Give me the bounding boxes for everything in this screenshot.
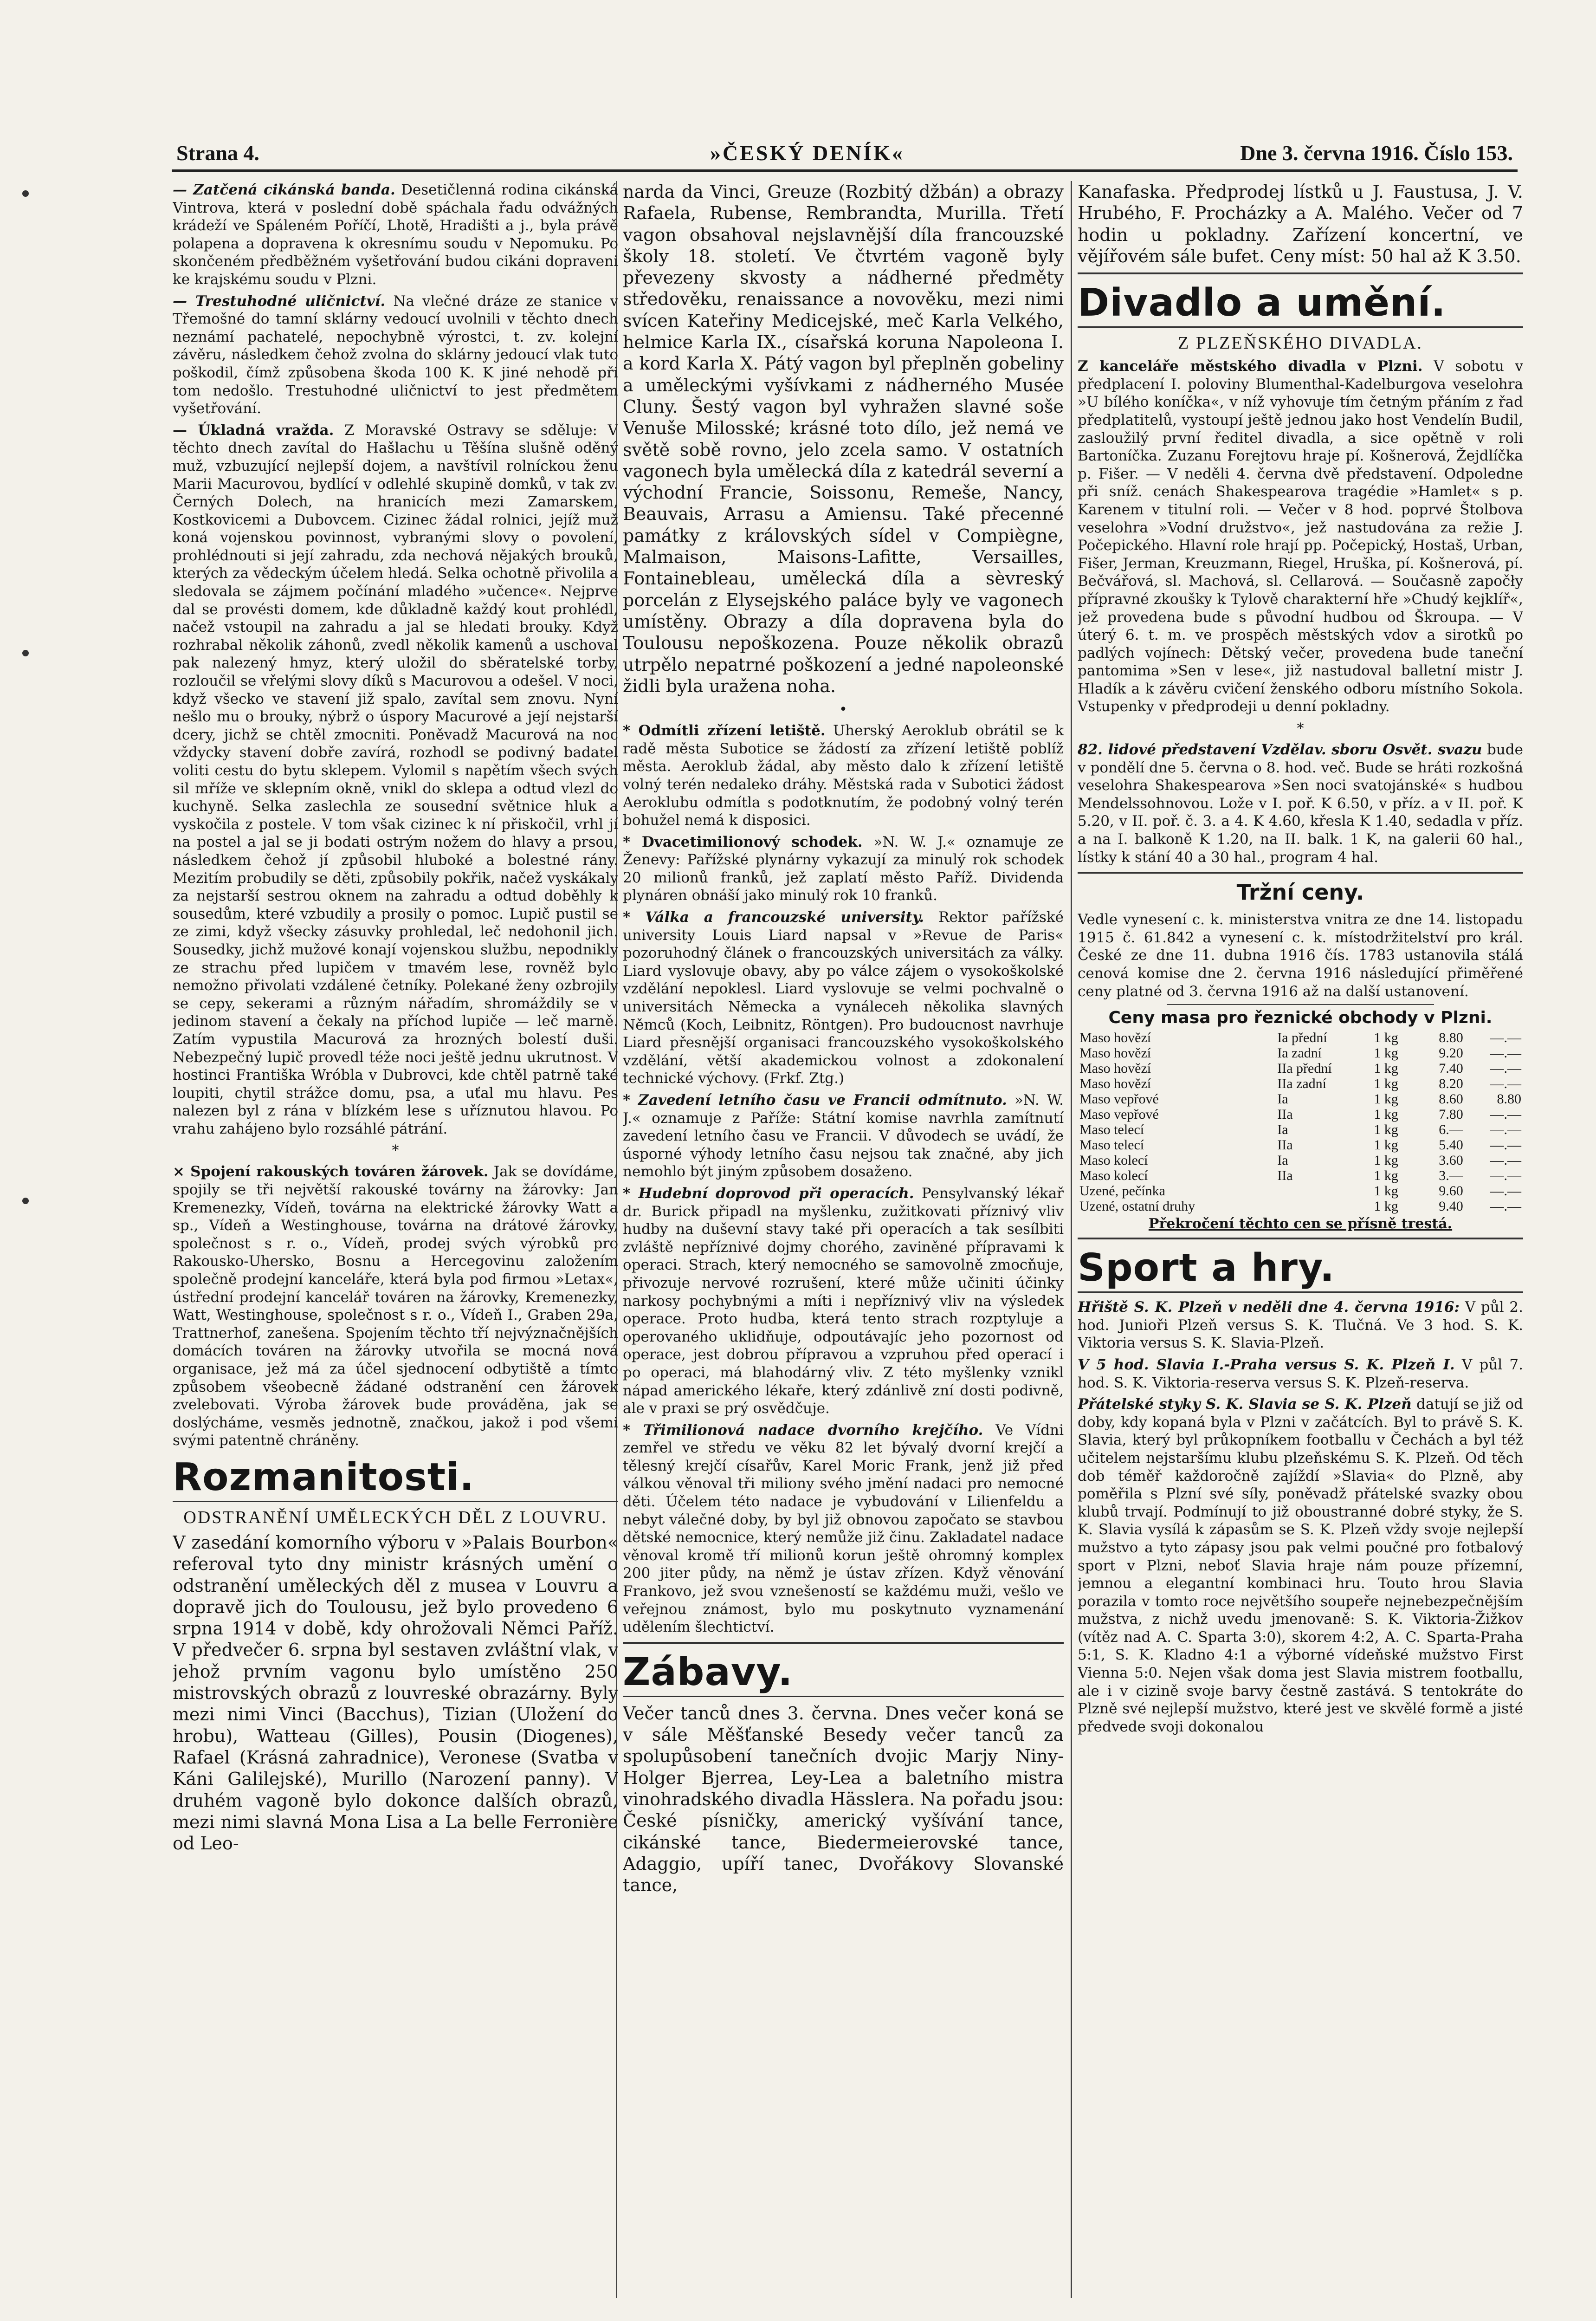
section-rule [623, 1642, 1064, 1644]
price-cell-p2: —.— [1490, 1168, 1521, 1184]
article-letni-cas: * Zavedení letního času ve Francii odmítnuto. »N. W. J.« oznamuje z Paříže: Státní komise navrhla zamítnutí zavedení letního času ve Francii. V důvodech se uvádí, že úsporné výhody letního času nejsou tak značné, aby jich nemohlo být jiným způsobem dosaženo. [623, 1092, 1064, 1180]
price-cell-cls: IIa přední [1277, 1061, 1332, 1076]
price-row [1078, 1153, 1523, 1168]
price-cell-unit: 1 kg [1374, 1122, 1398, 1138]
issue-date: Dne 3. června 1916. Číslo 153. [1240, 141, 1513, 165]
price-cell-p1: 9.20 [1439, 1045, 1463, 1061]
price-cell-unit: 1 kg [1374, 1030, 1398, 1046]
price-row [1078, 1091, 1523, 1107]
price-cell-p1: 7.40 [1439, 1061, 1463, 1076]
price-row [1078, 1030, 1523, 1045]
price-cell-unit: 1 kg [1374, 1107, 1398, 1122]
article-headline-divadlo: Z PLZEŇSKÉHO DIVADLA. [1178, 333, 1423, 353]
separator-star: * [392, 1142, 399, 1159]
price-cell-item: Maso hovězí [1079, 1076, 1151, 1092]
price-cell-unit: 1 kg [1374, 1168, 1398, 1184]
price-cell-p2: —.— [1490, 1153, 1521, 1168]
column-2 [623, 181, 1064, 2298]
separator-star: * [1297, 720, 1304, 737]
price-cell-p2: —.— [1490, 1045, 1521, 1061]
article-ukladna-vrazda: — Úkladná vražda. Z Moravské Ostravy se sděluje: V těchto dnech zavítal do Hašlachu u Těšína slušně oděný muž, vzbuzující nejlepší dojem, a navštívil rolníckou ženu Marii Macurovou, bydlící v odlehlé skupině domků, v tak zv. Černých Dolech, na hranicích mezi Zamarskem, Kostkovicemi a Dubovcem. Cizinec žádal rolnici, jejíž muž koná vojenskou povinnost, vybranými slovy o povolení, prohlédnouti si její zahradu, zda nechová nějakých brouků, kterých za vědeckým účelem hledá. Selka ochotně přivolila a sledovala se zájmem počínání mladého »učence«. Nejprve dal se provésti domem, kde důkladně každý kout prohlédl, načež vstoupil na zahradu a jal se hledati brouky. Když rozhrabal několik záhonů, zvedl několik kamenů a uschoval pak nalezený hmyz, který uložil do sběratelské torby, rozloučil se vřelými slovy díků s Macurovou a odešel. V noci, když všecko ve stavení již spalo, zavítal sem znovu. Nyní nešlo mu o brouky, nýbrž o úspory Macurové a její nejstarší dcery, jichž se chtěl zmocniti. Poněvadž Macurová na noc vždycky stavení dobře zavírá, rozhodl se podivný badatel voliti cestu do bytu sklepem. Vylomil s napětím všech svých sil mříže ve sklepním okně, vnikl do sklepa a odtud vlezl do kuchyně. Selka zaslechla ze sousední světnice hluk a vyskočila z postele. V tom však cizinec k ní přiskočil, vrhl jí na postel a jal se ji bodati ostrým nožem do hlavy a prsou, následkem čehož jí způsobil hluboké a bolestné rány. Mezitím probudily se děti, způsobily pokřik, načež vyskákaly za nejstarší sestrou oknem na zahradu a odtud doběhly k sousedům, které vzbudily a prosily o pomoc. Lupič pustil se ze zimi, když všecky zásuvky prohledal, leč nedohonil jich. Sousedky, jichž mužové konají vojenskou službu, nepodnikly ze strachu před lupičem v tmavém lese, rovněž bylo nemožno přivolati vzdálené četníky. Polekané ženy ozbrojily se cepy, sekerami a různým nářadím, shromáždily se v jedinom stavení a čekaly na příchod lupiče — leč marně. Zatím vypustila Macurová za hrozných bolestí duši. Nebezpečný lupič provedl téže noci ještě jednu ukrutnost. V hostinci Františka Wróbla v Dubrovci, kde chtěl patrně také loupiti, chytil strážce domu, psa, a uťal mu hlavu. Pes nalezen byl z rána v blízkém lese s uříznutou hlavou. Po vrahu zahájeno bylo rozsáhlé pátrání. [173, 421, 618, 1137]
prices-table-title: Ceny masa pro řeznické obchody v Plzni. [1108, 1008, 1493, 1028]
section-banner-zabavy: Zábavy. [623, 1649, 1064, 1697]
price-cell-p1: 5.40 [1439, 1137, 1463, 1153]
price-row [1078, 1137, 1523, 1153]
article-university: * Válka a francouzské university. Rektor pařížské university Louis Liard napsal v »Revue de Paris« pozoruhodný článek o francouzských universitách za války. Liard vyslovuje obavy, aby po válce zájem o vysokoškolské vzdělání nepoklesl. Liard vyslovuje se velmi pochvalně o universitách Německa a vynáleceh několika slavných Němců (Koch, Leibnitz, Röntgen). Pro budoucnost navrhuje Liard přesnější organisaci francouzského vysokoškolského vzdělání, větší akademickou volnost a zdokonalení technické výchovy. (Frkf. Ztg.) [623, 909, 1064, 1087]
price-cell-item: Maso hovězí [1079, 1045, 1151, 1061]
price-cell-item: Maso hovězí [1079, 1030, 1151, 1046]
price-cell-p2: —.— [1490, 1122, 1521, 1138]
margin-mark [22, 190, 29, 197]
margin-mark [22, 650, 29, 656]
column-divider [1071, 181, 1072, 2298]
article-cikanska-banda: — Zatčená cikánská banda. Desetičlenná rodina cikánská Vintrova, která v poslední době spáchala řadu odvážných krádeží ve Spáleném Poříčí, Lhotě, Hradišti a j., byla právě polapena a dopravena k okresnímu soudu v Nepomuku. Po skončeném předběžném vyšetřování budou cikáni dopraveni ke krajskému soudu v Plzni. [173, 182, 618, 288]
price-cell-p1: 9.40 [1439, 1199, 1463, 1214]
price-cell-item: Maso kolecí [1079, 1168, 1148, 1184]
price-cell-item: Maso telecí [1079, 1137, 1144, 1153]
article-louvre-continued: narda da Vinci, Greuze (Rozbitý džbán) a obrazy Rafaela, Rubense, Rembrandta, Murilla. Třetí vagon obsahoval nejslavnější díla francouzské školy 18. století. Ve čtvrtém vagoně byly převezeny skvosty a nádherné předměty středověku, renaissance a novověku, mezi nimi svícen Kateřiny Medicejské, meč Karla Velkého, helmice Karla IX., císařská koruna Napoleona I. a kord Karla X. Pátý vagon byl přeplněn gobeliny a uměleckými vyšívkami z nádherného Musée Cluny. Šestý vagon byl vyhražen slavné soše Venuše Milosské; krásné toto dílo, jež nemá ve světě sobě rovno, jelo zcela samo. V ostatních vagonech byla umělecká díla z katedrál severní a východní Francie, Soissonu, Remeše, Nancy, Beauvais, Arrasu a Amiensu. Také přecenné památky z královských sídel v Compiègne, Malmaison, Maisons-Lafitte, Versailles, Fontainebleau, umělecká díla a sèvreský porcelán z Elysejského paláce byly ve vagonech umístěny. Obrazy a díla dopravena byla do Toulousu nepoškozena. Pouze několik obrazů utrpělo nepatrné poškození a jedné napoleonské židli byla uražena noha. [623, 182, 1064, 696]
price-cell-p1: 3.60 [1439, 1153, 1463, 1168]
price-cell-cls: IIa [1277, 1137, 1293, 1153]
price-cell-cls: Ia [1277, 1153, 1288, 1168]
article-uličnictvi: — Trestuhodné uličnictví. Na vlečné dráze ze stanice v Třemošné do tamní sklárny vedoucí uvolnili v těchto dnech neznámí pachatelé, nepochybně výrostci, t. zv. kolejní závěru, následkem čehož zvolna do sklárny jedoucí vlak tuto poškodil, čímž způsobena škoda 100 K. K jiné nehodě při tom nedošlo. Trestuhodné uličnictví to jest předmětem vyšetřování. [173, 292, 618, 417]
article-hriste: Hřiště S. K. Plzeň v neděli dne 4. června 1916: V půl 2. hod. Junioři Plzeň versus S. K. Tlučná. Ve 3 hod. S. K. Viktoria versus S. K. Slavia-Plzeň. [1078, 1299, 1523, 1352]
price-cell-p2: —.— [1490, 1199, 1521, 1214]
price-cell-unit: 1 kg [1374, 1183, 1398, 1199]
article-hudebni-doprovod: * Hudební doprovod při operacích. Pensylvanský lékař dr. Burick připadl na myšlenku, zužitkovati příznivý vliv hudby na duševní stavy také při operacích a tak sesílbiti zvláště nepříznivé dojmy chorého, zaviněné přípravami k operaci. Strach, který nemocného se samovolně zmocňuje, přivozuje nervové rozrušení, které může učiniti účinky narkosy pochybnými a míti i nepříznivý vliv na výsledek operace. Proto hudba, která tento strach rozptyluje a operovaného uklidňuje, odpoutávajíc jeho pozornost od operace, jest dobrou přípravou a vzpruhou před operací i po operaci, má blahodárný vliv. Z této myšlenky vznikl nápad amerického lékaře, který zdánlivě zní dosti podivně, ale v praxi se prý osvědčuje. [623, 1185, 1064, 1417]
article-headline-louvre: ODSTRANĚNÍ UMĚLECKÝCH DĚL Z LOUVRU. [183, 1507, 607, 1527]
article-pratelske-styky: Přátelské styky S. K. Slavia se S. K. Plzeň datují se již od doby, kdy kopaná byla v Plzni v začátcích. Byl to právě S. K. Slavia, který byl průkopníkem footballu v Čechách a byl též učitelem nejstaršímu klubu plzeňskému S. K. Plzeň. Od těch dob téměř každoročně zajíždí »Slavia« do Plzně, aby poměřila s Plzní své síly, poněvadž přátelské svazky obou klubů trvají. Podmínují to již oboustranné dobré styky, že S. K. Slavia vysílá k zápasům se S. K. Plzeň vždy svoje nejlepší mužstvo a tyto zápasy jsou pak velmi poučné pro fotbalový sport v Plzni, neboť Slavia hraje nám pouze přízemní, jemnou a elegantní kombinaci hru. Touto hrou Slavia porazila v tomto roce největšího soupeře nejnebezpečnějším mužstva, z nichž uvedu jmenovaně: S. K. Viktoria-Žižkov (vítěz nad A. C. Sparta 3:0), skorem 4:2, A. C. Sparta-Praha 5:1, S. K. Kladno 4:1 a výborné vídeňské mužstvo First Vienna 5:0. Nejen však doma jest Slavia mistrem footballu, ale i v cizině svoje barvy čestně zastává. S tentokráte do Plzně své nejlepší mužstvo, které jest ve skvělé formě a jisté předvede svoji dokonalou [1078, 1396, 1523, 1735]
price-cell-cls: Ia zadní [1277, 1045, 1322, 1061]
price-cell-unit: 1 kg [1374, 1045, 1398, 1061]
price-cell-item: Maso hovězí [1079, 1061, 1151, 1076]
price-cell-unit: 1 kg [1374, 1076, 1398, 1092]
price-cell-p2: —.— [1490, 1107, 1521, 1122]
price-cell-unit: 1 kg [1374, 1137, 1398, 1153]
price-cell-cls: IIa [1277, 1107, 1293, 1122]
article-schodek: * Dvacetimilionový schodek. »N. W. J.« oznamuje ze Ženevy: Pařížské plynárny vykazují za minulý rok schodek 20 milionů franků, jež zaplatí město Paříž. Dividenda plynáren obnáší jako minulý rok 10 franků. [623, 833, 1064, 904]
price-cell-p2: —.— [1490, 1137, 1521, 1153]
section-banner-rozmanitosti: Rozmanitosti. [173, 1454, 618, 1502]
article-trzni-ceny: Vedle vynesení c. k. ministerstva vnitra ze dne 14. listopadu 1915 č. 61.842 a vynesení c. k. místodržitelství pro král. České ze dne 11. dubna 1916 čís. 1783 ustanovila stálá cenová komise dne 2. června 1916 následující přiměřené ceny platné od 3. června 1916 až na další ustanovení. [1078, 911, 1523, 1000]
price-row [1078, 1076, 1523, 1091]
price-cell-p1: 9.60 [1439, 1183, 1463, 1199]
price-cell-p2: —.— [1490, 1183, 1521, 1199]
article-vecer-tancu: Večer tanců dnes 3. června. Dnes večer koná se v sále Měšťanské Besedy večer tanců za spolupůsobení tanečních dvojic Marjy Niny-Holger Bjerrea, Ley-Lea a baletního mistra vinohradského divadla Hässlera. Na pořadu jsou: České písničky, americký vyšívání tance, cikánské tance, Biedermeierovské tance, Adaggio, upíří tanec, Dvořákovy Slovanské tance, [623, 1703, 1064, 1896]
price-cell-unit: 1 kg [1374, 1061, 1398, 1076]
section-heading-trzni-ceny: Tržní ceny. [1236, 880, 1364, 905]
article-nadace: * Třimilionová nadace dvorního krejčího. Ve Vídni zemřel ve středu ve věku 82 let bývalý dvorní krejčí a tělesný krejčí císařův, Karel Moric Frank, jenž již před válkou věnoval tři miliony svého jmění nadaci pro nemocné děti. Účelem této nadace je vybudování v Lilienfeldu a nebyt válečné doby, by byl již obnovou započato se stavbou dětské nemocnice, který nemůže již činu. Zakladatel nadace věnoval kromě tří milionů korun ještě ohromný komplex 200 jiter půdy, na němž je ústav zřízen. Když věnování Frankovo, jež svou vznešeností se každému muži, vešlo ve veřejnou známost, bylo mu poskytnuto vyznamenání udělením šlechtictví. [623, 1421, 1064, 1636]
price-row [1078, 1045, 1523, 1061]
margin-mark [22, 1198, 29, 1204]
price-row [1078, 1168, 1523, 1183]
price-row [1078, 1199, 1523, 1214]
price-cell-unit: 1 kg [1374, 1199, 1398, 1214]
price-cell-cls [1275, 1183, 1372, 1199]
article-divadlo-kancelar: Z kanceláře městského divadla v Plzni. V sobotu v předplacení I. poloviny Blumenthal-Kadelburgova veselohra »U bílého koníčka«, v níž vyhovuje tím četným přáním z řad předplatitelů, vystoupí ještě jednou jako host Vendelín Budil, zasloužilý první ředitel divadla, a sice opětně v roli Bartoníčka. Zuzanu Forejtovu hraje pí. Košnerová, Žejdlíčka p. Fišer. — V neděli 4. června dvě představení. Odpoledne při sníž. cenách Shakespearova tragédie »Hamlet« s p. Karenem v titulní roli. — Večer v 8 hod. poprvé Štolbova veselohra »Vodní družstvo«, jež nastudována za režie J. Počepického. Hlavní role hrají pp. Počepický, Hostaš, Urban, Fišer, Jerman, Kreuzmann, Riegel, Hruška, pí. Košnerová, pí. Bečvářová, sl. Machová, sl. Cellarová. — Současně započły přípravné zkoušky k Tylově charakterní hře »Chudý kejklíř«, jež provedena bude s původní hudbou od Škroupa. — V úterý 6. t. m. ve prospěch městských vdov a sirotků po padlých vojínech: Dětský večer, provedena bude taneční pantomima »Sen v lese«, již nastudoval balletní mistr J. Hladík a k závěru cvičení ženského odboru místního Sokola. Vstupenky v předprodeji u denní pokladny. [1078, 358, 1523, 715]
price-row [1078, 1107, 1523, 1122]
price-cell-p1: 8.60 [1439, 1091, 1463, 1107]
price-cell-p1: 3.— [1439, 1168, 1463, 1184]
page-header [172, 132, 1518, 172]
price-cell-p1: 7.80 [1439, 1107, 1463, 1122]
price-cell-cls: Ia [1277, 1091, 1288, 1107]
column-3 [1078, 181, 1523, 2298]
price-cell-item: Maso kolecí [1079, 1153, 1148, 1168]
section-rule [1078, 272, 1523, 274]
price-cell-p2: 8.80 [1497, 1091, 1521, 1107]
price-cell-cls: Ia [1277, 1122, 1288, 1138]
price-cell-p1: 6.— [1439, 1122, 1463, 1138]
meat-prices-table [1078, 1030, 1523, 1214]
article-lidove-predstaveni: 82. lidové představení Vzdělav. sboru Osvět. svazu bude v pondělí dne 5. června o 8. hod. več. Bude se hráti rozkošná veselohra Shakespearova »Sen noci svatojánské« s hudbou Mendelssohnovou. Lože v I. poř. K 6.50, v příz. a v II. poř. K 5.20, v II. poř. č. 3. a 4. K 4.60, křesla K 1.40, sedadla v příz. a na I. balkoně K 1.20, na II. balk. 1 K, na galerii 60 hal., lístky k stání 40 a 30 hal., program 4 hal. [1078, 741, 1523, 866]
price-cell-item: Maso telecí [1079, 1122, 1144, 1138]
article-zarovky: × Spojení rakouských továren žárovek. Jak se dovídáme, spojily se tři největší rakouské továrny na žárovky: Jan Kremenezky, Vídeň, továrna na elektrické žárovky Watt a sp., Vídeň a Westinghouse, továrna na drátové žárovky, společnost s r. o., Vídeň, prodej svých výrobků pro Rakousko-Uhersko, Bosnu a Hercegovinu založením společně prodejní kanceláře, která byla pod firmou »Letax«, ústřední prodejní kancelář továren na žárovky, Kremenezky, Watt, Westinghouse, společnost s r. o., Vídeň I., Graben 29a, Trattnerhof, zanešena. Spojením těchto tří nejvýznačnějších domácích továren na žárovky utvořila se mocná nová organisace, jež má za účel sjednocení odbytiště a tímto způsobem všeobecně žádané odstranění cen žárovek zvelebovati. Výroba žárovek bude prováděna, jak se doslýcháme, vesměs jednotně, značkou, jakož i pod všemi svými patentně chráněny. [173, 1163, 618, 1449]
price-cell-item: Uzené, pečínka [1079, 1183, 1165, 1199]
article-louvre-text: V zasedání komorního výboru v »Palais Bourbon« referoval tyto dny ministr krásných umění o odstranění uměleckých děl z musea v Louvru a dopravě jich do Toulousu, jež bylo provedeno 6 srpna 1914 v době, kdy ohrožovali Němci Paříž. V předvečer 6. srpna byl sestaven zvláštní vlak, v jehož prvním vagonu bylo umístěno 250 mistrovských obrazů z louvreské obrazárny. Byly mezi nimi Vinci (Bacchus), Tizian (Uložení do hrobu), Watteau (Gilles), Pousin (Diogenes), Rafael (Krásná zahradnice), Veronese (Svatba v Káni Galilejské), Murillo (Narození panny). V druhém vagoně bylo dokonce dalších obrazů, mezi nimi slavná Mona Lisa a La belle Ferronière od Leo- [173, 1532, 618, 1854]
prices-warning: Překročení těchto cen se přísně trestá. [1148, 1216, 1453, 1232]
price-row [1078, 1061, 1523, 1076]
price-cell-p1: 8.20 [1439, 1076, 1463, 1092]
article-letiste: * Odmítli zřízení letiště. Uherský Aeroklub obrátil se k radě města Subotice se žádostí za zřízení letiště poblíž města. Aeroklub žádal, aby město dalo k zřízení letiště volný terén nedaleko dráhy. Městská rada v Subotici žádost Aeroklubu odmítla s podotknutím, že podobný volný terén bohužel nemá k disposici. [623, 722, 1064, 829]
price-row [1078, 1183, 1523, 1199]
article-slavia-zapas: V 5 hod. Slavia I.-Praha versus S. K. Plzeň I. V půl 7. hod. S. K. Viktoria-reserva versus S. K. Plzeň-reserva. [1078, 1356, 1523, 1391]
price-cell-p2: —.— [1490, 1061, 1521, 1076]
section-rule [1078, 872, 1523, 874]
price-cell-unit: 1 kg [1374, 1153, 1398, 1168]
price-cell-cls: IIa [1277, 1168, 1293, 1184]
price-cell-cls: Ia přední [1277, 1030, 1327, 1046]
section-banner-sport: Sport a hry. [1078, 1245, 1523, 1293]
divider [1167, 1004, 1434, 1005]
section-rule [1078, 1238, 1523, 1239]
price-row [1078, 1122, 1523, 1137]
price-cell-cls [1275, 1199, 1372, 1214]
page-number: Strana 4. [176, 141, 259, 165]
column-1 [173, 181, 618, 2298]
price-cell-item: Maso vepřové [1079, 1107, 1159, 1122]
price-cell-unit: 1 kg [1374, 1091, 1398, 1107]
price-cell-p2: —.— [1490, 1030, 1521, 1046]
price-cell-item: Maso vepřové [1079, 1091, 1159, 1107]
article-tance-continued: Kanafaska. Předprodej lístků u J. Faustusa, J. V. Hrubého, F. Procházky a A. Malého. Večer od 7 hodin u pokladny. Zařízení koncertní, ve vějířovém sále bufet. Ceny míst: 50 hal až K 3.50. [1078, 182, 1523, 266]
price-cell-p1: 8.80 [1439, 1030, 1463, 1046]
price-cell-p2: —.— [1490, 1076, 1521, 1092]
section-banner-divadlo: Divadlo a umění. [1078, 280, 1523, 328]
price-cell-item: Uzené, ostatní druhy [1079, 1199, 1195, 1214]
separator-star: • [839, 701, 847, 718]
price-cell-cls: IIa zadní [1277, 1076, 1327, 1092]
newspaper-title: »ČESKÝ DENÍK« [710, 141, 905, 165]
